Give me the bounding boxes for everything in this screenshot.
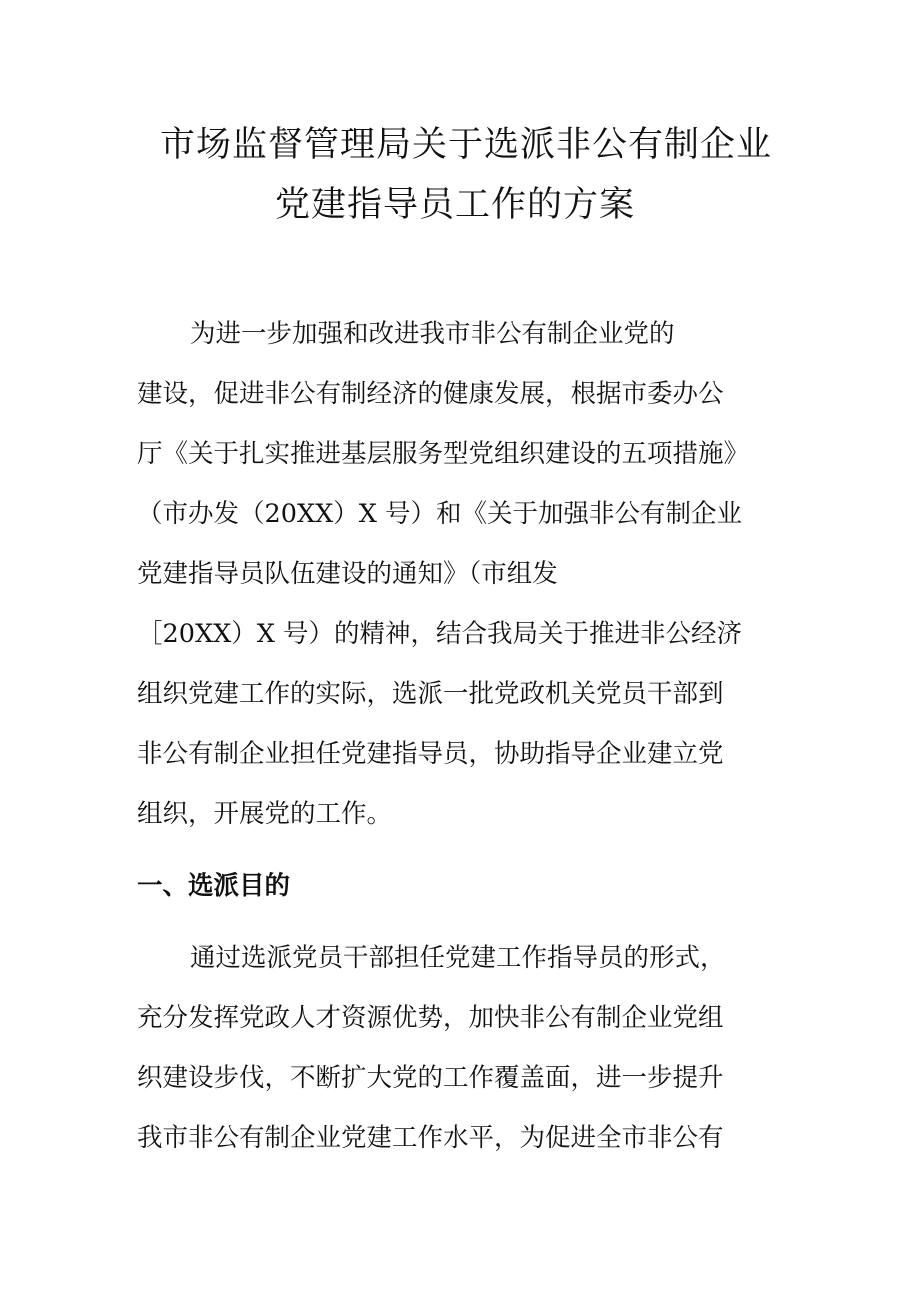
document-title-line-2: 党建指导员工作的方案 [275, 185, 636, 225]
intro-paragraph-line: 组织党建工作的实际，选派一批党政机关党员干部到 [137, 679, 724, 709]
section-paragraph-line: 织建设步伐，不断扩大党的工作覆盖面，进一步提升 [137, 1063, 724, 1093]
intro-paragraph-line: 非公有制企业担任党建指导员，协助指导企业建立党 [137, 739, 724, 769]
intro-paragraph-line: 为进一步加强和改进我市非公有制企业党的 [190, 319, 675, 349]
section-paragraph-line: 充分发挥党政人才资源优势，加快非公有制企业党组 [137, 1003, 724, 1033]
intro-paragraph-line: ［20XX）X 号）的精神，结合我局关于推进非公经济 [137, 619, 743, 649]
section-paragraph-line: 通过选派党员干部担任党建工作指导员的形式， [190, 943, 726, 973]
section-heading: 一、选派目的 [137, 871, 291, 901]
intro-paragraph-line: 党建指导员队伍建设的通知》（市组发 [137, 559, 558, 589]
intro-paragraph-line: 组织，开展党的工作。 [137, 799, 393, 829]
intro-paragraph-line: 建设，促进非公有制经济的健康发展，根据市委办公 [137, 379, 724, 409]
document-title-line-1: 市场监督管理局关于选派非公有制企业 [160, 125, 773, 165]
section-paragraph-line: 我市非公有制企业党建工作水平，为促进全市非公有 [137, 1123, 724, 1153]
intro-paragraph-line: （市办发（20XX）X 号）和《关于加强非公有制企业 [137, 499, 743, 529]
intro-paragraph-line: 厅《关于扎实推进基层服务型党组织建设的五项措施》 [137, 439, 750, 469]
